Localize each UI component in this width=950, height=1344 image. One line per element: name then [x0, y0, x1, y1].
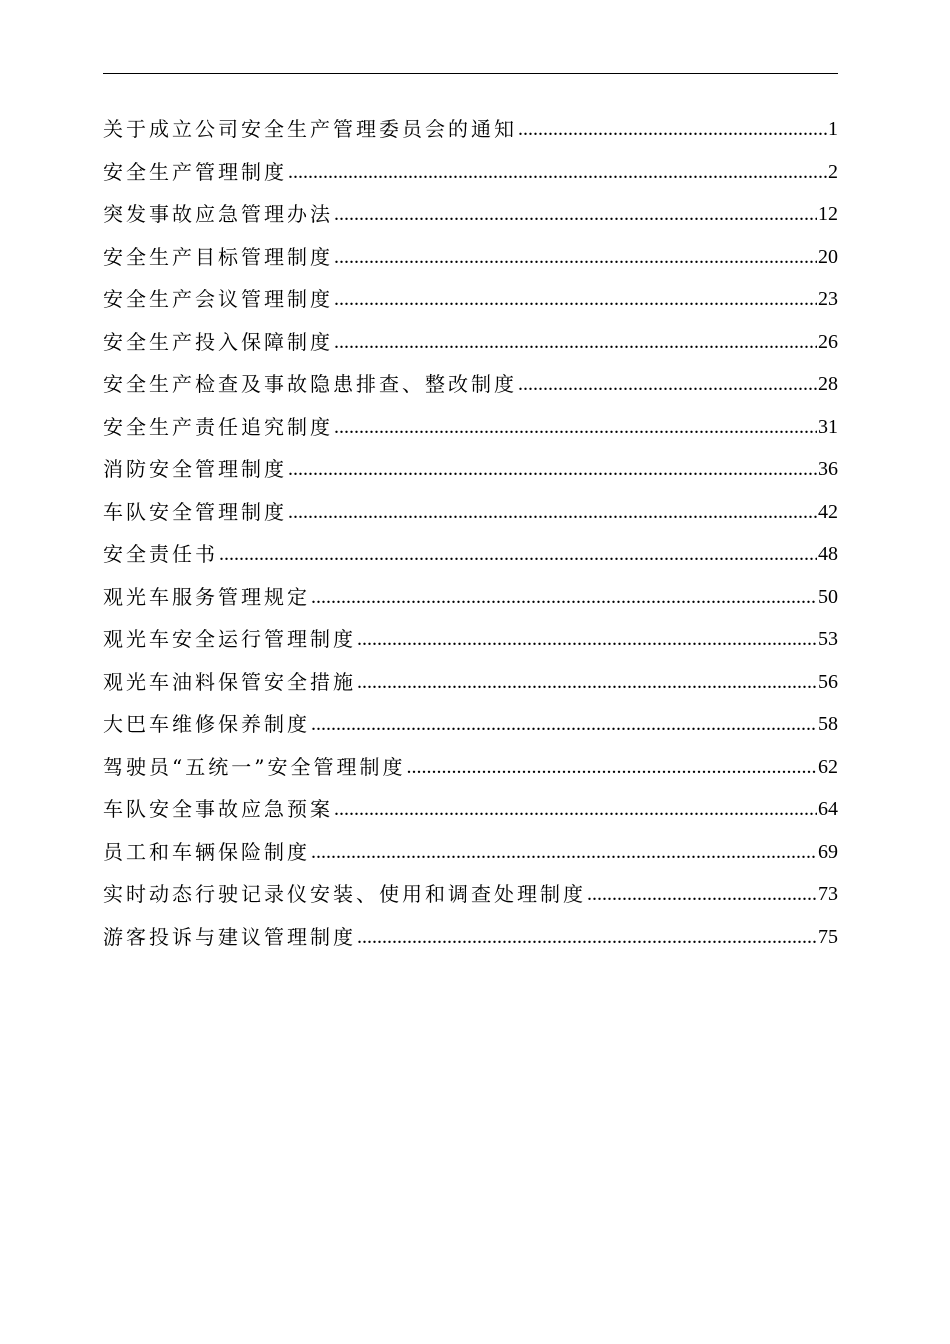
- toc-entry-title: 游客投诉与建议管理制度: [103, 924, 356, 949]
- toc-dot-leader: [311, 703, 817, 746]
- toc-dot-leader: [334, 236, 817, 279]
- toc-dot-leader: [518, 363, 817, 406]
- toc-entry-page: 31: [818, 415, 838, 438]
- toc-entry-page: 36: [818, 458, 838, 480]
- toc-entry-title: 观光车油料保管安全措施: [103, 669, 356, 694]
- toc-entry[interactable]: [103, 321, 838, 364]
- toc-entry[interactable]: [103, 788, 838, 831]
- header-rule: [103, 73, 838, 74]
- toc-entry[interactable]: [103, 661, 838, 704]
- toc-entry-page: 23: [818, 288, 838, 310]
- toc-dot-leader: [518, 108, 827, 151]
- toc-entry-page: 26: [818, 330, 838, 353]
- toc-entry-title: 安全生产投入保障制度: [103, 329, 333, 354]
- toc-dot-leader: [334, 278, 817, 321]
- toc-dot-leader: [311, 576, 817, 619]
- toc-entry[interactable]: [103, 703, 838, 746]
- toc-entry[interactable]: [103, 363, 838, 406]
- toc-entry-page: 2: [828, 160, 838, 183]
- toc-dot-leader: [288, 151, 827, 194]
- toc-entry[interactable]: [103, 236, 838, 279]
- toc-entry-title: 安全生产会议管理制度: [103, 287, 333, 311]
- toc-entry-page: 48: [818, 543, 838, 565]
- toc-entry[interactable]: [103, 108, 838, 151]
- toc-entry[interactable]: [103, 193, 838, 236]
- toc-entry-page: 20: [818, 245, 838, 268]
- toc-entry-title: 车队安全管理制度: [103, 499, 287, 524]
- toc-entry-title: 突发事故应急管理办法: [103, 202, 333, 226]
- toc-entry-page: 62: [818, 755, 838, 778]
- toc-entry-title: 安全生产管理制度: [103, 159, 287, 184]
- toc-entry-title: 实时动态行驶记录仪安装、使用和调查处理制度: [103, 882, 586, 906]
- toc-dot-leader: [357, 916, 817, 959]
- toc-entry[interactable]: [103, 491, 838, 534]
- toc-entry-title: 安全生产目标管理制度: [103, 244, 333, 269]
- toc-dot-leader: [288, 491, 817, 534]
- toc-dot-leader: [334, 788, 817, 831]
- toc-entry-title: 消防安全管理制度: [103, 457, 287, 481]
- toc-entry-page: 58: [818, 713, 838, 735]
- toc-entry-title: 员工和车辆保险制度: [103, 839, 310, 864]
- toc-dot-leader: [311, 831, 817, 874]
- toc-entry[interactable]: [103, 406, 838, 449]
- toc-entry[interactable]: [103, 618, 838, 661]
- toc-entry-title: 车队安全事故应急预案: [103, 797, 333, 821]
- toc-entry[interactable]: [103, 576, 838, 619]
- toc-entry[interactable]: [103, 278, 838, 321]
- toc-entry-title: 驾驶员“五统一”安全管理制度: [103, 754, 406, 779]
- toc-entry-title: 大巴车维修保养制度: [103, 712, 310, 736]
- toc-dot-leader: [357, 618, 817, 661]
- toc-entry[interactable]: [103, 746, 838, 789]
- toc-entry-page: 73: [818, 883, 838, 905]
- toc-entry[interactable]: [103, 831, 838, 874]
- toc-dot-leader: [334, 406, 817, 449]
- toc-entry-title: 关于成立公司安全生产管理委员会的通知: [103, 117, 517, 141]
- toc-dot-leader: [334, 193, 817, 236]
- toc-entry-page: 50: [818, 585, 838, 608]
- toc-entry[interactable]: [103, 151, 838, 194]
- toc-entry-title: 观光车服务管理规定: [103, 584, 310, 609]
- toc-dot-leader: [288, 448, 817, 491]
- toc-entry-page: 12: [818, 203, 838, 225]
- toc-entry-title: 安全责任书: [103, 542, 218, 566]
- toc-dot-leader: [357, 661, 817, 704]
- toc-entry-page: 1: [828, 118, 838, 140]
- toc-dot-leader: [219, 533, 817, 576]
- toc-entry-page: 64: [818, 798, 838, 820]
- toc-entry[interactable]: [103, 873, 838, 916]
- toc-dot-leader: [406, 746, 817, 789]
- toc-entry[interactable]: [103, 448, 838, 491]
- toc-entry-page: 56: [818, 670, 838, 693]
- toc-entry[interactable]: [103, 533, 838, 576]
- toc-entry[interactable]: [103, 916, 838, 959]
- toc-entry-title: 安全生产责任追究制度: [103, 414, 333, 439]
- toc-entry-page: 42: [818, 500, 838, 523]
- toc-entry-title: 观光车安全运行管理制度: [103, 627, 356, 651]
- table-of-contents: [103, 108, 838, 958]
- toc-entry-page: 69: [818, 840, 838, 863]
- toc-entry-page: 28: [818, 373, 838, 395]
- toc-dot-leader: [587, 873, 817, 916]
- toc-dot-leader: [334, 321, 817, 364]
- toc-entry-page: 53: [818, 628, 838, 650]
- toc-entry-page: 75: [818, 925, 838, 948]
- toc-entry-title: 安全生产检查及事故隐患排查、整改制度: [103, 372, 517, 396]
